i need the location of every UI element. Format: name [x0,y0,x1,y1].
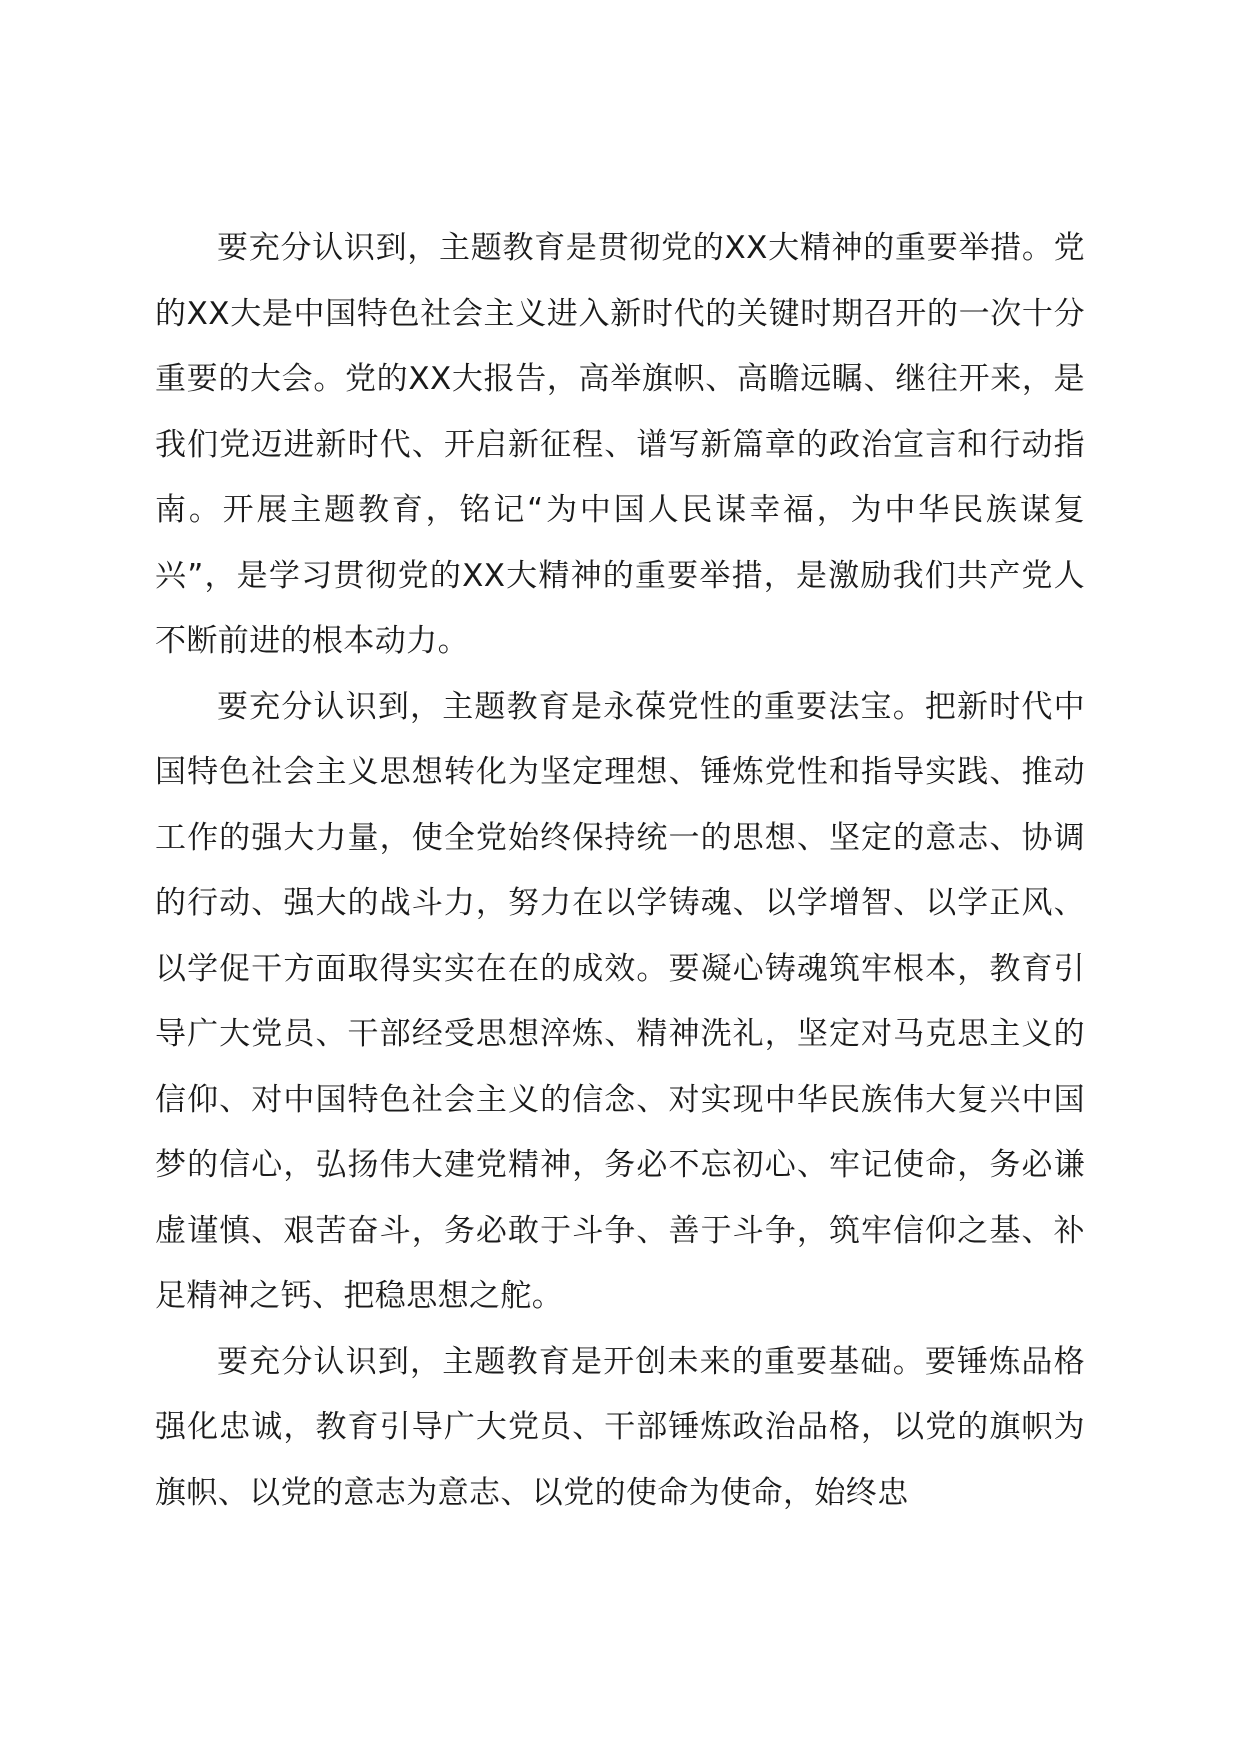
paragraph-2: 要充分认识到，主题教育是永葆党性的重要法宝。把新时代中国特色社会主义思想转化为坚定理想、锤炼党性和指导实践、推动工作的强大力量，使全党始终保持统一的思想、坚定的意志、协调的行动、强大的战斗力，努力在以学铸魂、以学增智、以学正风、以学促干方面取得实实在在的成效。要凝心铸魂筑牢根本，教育引导广大党员、干部经受思想淬炼、精神洗礼，坚定对马克思主义的信仰、对中国特色社会主义的信念、对实现中华民族伟大复兴中国梦的信心，弘扬伟大建党精神，务必不忘初心、牢记使命，务必谦虚谨慎、艰苦奋斗，务必敢于斗争、善于斗争，筑牢信仰之基、补足精神之钙、把稳思想之舵。 [155,688,1085,1314]
document-body [155,216,1085,1526]
paragraph-3: 要充分认识到，主题教育是开创未来的重要基础。要锤炼品格强化忠诚，教育引导广大党员、干部锤炼政治品格，以党的旗帜为旗帜、以党的意志为意志、以党的使命为使命，始终忠 [155,1343,1085,1511]
paragraph-1: 要充分认识到，主题教育是贯彻党的XX大精神的重要举措。党的XX大是中国特色社会主义进入新时代的关键时期召开的一次十分重要的大会。党的XX大报告，高举旗帜、高瞻远瞩、继往开来，是我们党迈进新时代、开启新征程、谱写新篇章的政治宣言和行动指南。开展主题教育，铭记“为中国人民谋幸福，为中华民族谋复兴”，是学习贯彻党的XX大精神的重要举措，是激励我们共产党人不断前进的根本动力。 [155,230,1085,659]
